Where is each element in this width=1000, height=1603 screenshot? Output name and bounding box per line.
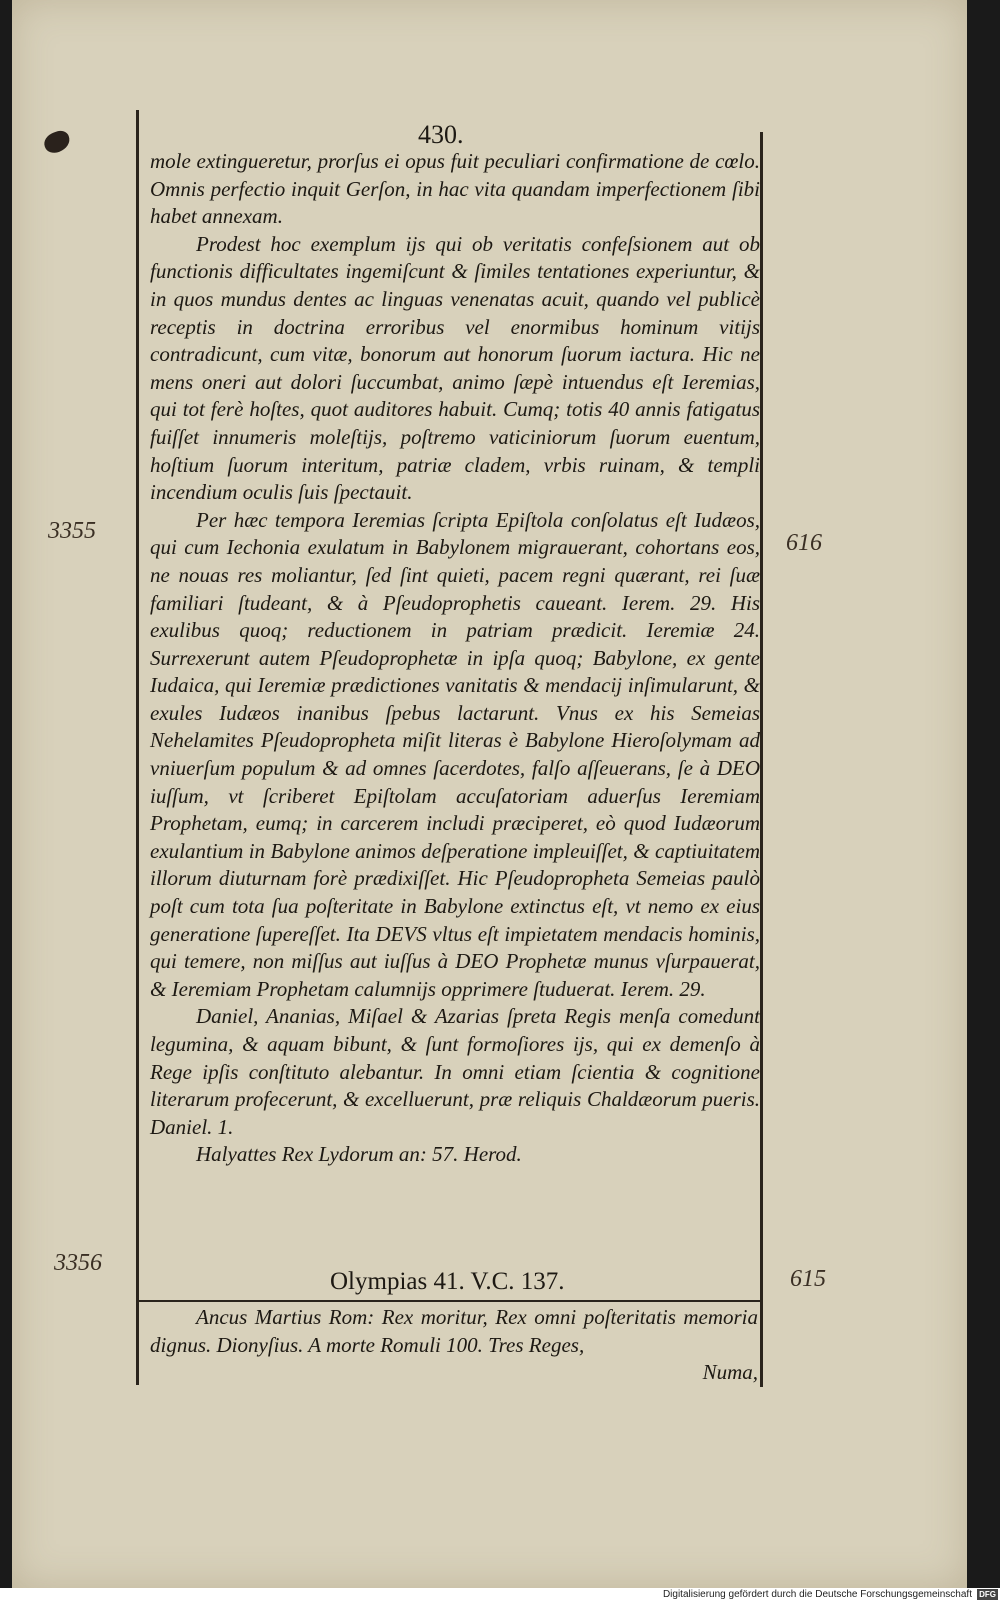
- catchword: Numa,: [702, 1360, 758, 1385]
- margin-year-left-1: 3355: [48, 518, 96, 544]
- secondary-text: [150, 1304, 758, 1387]
- paragraph-4: Daniel, Ananias, Miſael & Azarias ſpreta Regis menſa comedunt legumina, & aquam bibunt, & ſunt formoſiores ijs, qui ex demenſo à Rege ipſis conſtituto alebantur. In omni etiam ſcientia & cognitione literarum profecerunt, & excelluerunt, præ reliquis Chaldæorum pueris. Daniel. 1.: [150, 1004, 760, 1139]
- paragraph-2: Prodest hoc exemplum ijs qui ob veritatis confeſsionem aut ob functionis difficultates ingemiſcunt & ſimiles tentationes experiuntur, & in quos mundus dentes ac linguas venenatas acuit, quando vel publicè receptis in doctrina erroribus vel enormibus hominum vitijs contradicunt, cum vitæ, bonorum aut honorum ſuorum iactura. Hic ne mens oneri aut dolori ſuccumbat, animo ſæpè intuendus eſt Ieremias, qui tot ferè hoſtes, quot auditores habuit. Cumq; totis 40 annis fatigatus fuiſſet innumeris moleſtijs, poſtremo vaticiniorum ſuorum euentum, hoſtium ſuorum interitum, patriæ cladem, vrbis ruinam, & templi incendium oculis ſuis ſpectauit.: [150, 231, 760, 505]
- margin-year-right-2: 615: [790, 1266, 826, 1292]
- right-rule: [760, 132, 763, 1387]
- section-divider: [138, 1300, 762, 1302]
- paragraph-6: Ancus Martius Rom: Rex moritur, Rex omni poſteritatis memoria dignus. Dionyſius. A morte Romuli 100. Tres Reges,: [150, 1305, 758, 1357]
- main-text: [150, 148, 760, 1169]
- olympiad-heading: Olympias 41. V.C. 137.: [330, 1268, 565, 1295]
- paragraph-3: Per hæc tempora Ieremias ſcripta Epiſtola conſolatus eſt Iudæos, qui cum Iechonia exulatum in Babylonem migrauerant, cohortans eos, ne nouas res moliantur, ſed ſint quieti, pacem regni quærant, rei ſuæ familiari ſtudeant, & à Pſeudoprophetis caueant. Ierem. 29. His exulibus quoq; reductionem in patriam prædicit. Ieremiæ 24. Surrexerunt autem Pſeudoprophetæ in ipſa quoq; Babylone, ex gente Iudaica, qui Ieremiæ prædictiones vanitatis & mendacij inſimularunt, & exules Iudæos inanibus ſpebus lactarunt. Vnus ex his Semeias Nehelamites Pſeudopropheta miſit literas è Babylone Hieroſolymam ad vniuerſum populum & ad omnes ſacerdotes, falſo aſſeuerans, ſe à DEO iuſſum, vt ſcriberet Epiſtolam accuſatoriam aduerſus Ieremiam Prophetam, eumq; in carcerem includi præciperet, eò quod Iudæorum exulantium in Babylone animos deſperatione impleuiſſet, & captiuitatem illorum diuturnam forè prædixiſſet. Hic Pſeudopropheta Semeias paulò poſt cum tota ſua poſteritate in Babylone extinctus eſt, vt nemo ex eius generatione ſupereſſet. Ita DEVS vltus eſt impietatem mendacis hominis, qui temere, non miſſus aut iuſſus à DEO Prophetæ munus vſurpauerat, & Ieremiam Prophetam calumnijs opprimere ſtuduerat. Ierem. 29.: [150, 507, 760, 1001]
- paragraph-5: Halyattes Rex Lydorum an: 57. Herod.: [196, 1142, 522, 1167]
- page-number: 430.: [418, 120, 464, 149]
- paragraph-1: mole extingueretur, prorſus ei opus fuit peculiari confirmatione de cœlo. Omnis perfectio inquit Gerſon, in hac vita quandam imperfectionem ſibi habet annexam.: [150, 149, 760, 229]
- margin-year-right-1: 616: [786, 530, 822, 556]
- dfg-logo: DFG: [979, 1590, 996, 1599]
- footer-bar: [0, 1588, 1000, 1603]
- left-rule: [136, 110, 139, 1385]
- margin-year-left-2: 3356: [54, 1250, 102, 1276]
- funding-credit: Digitalisierung gefördert durch die Deutsche Forschungsgemeinschaft: [662, 1589, 972, 1600]
